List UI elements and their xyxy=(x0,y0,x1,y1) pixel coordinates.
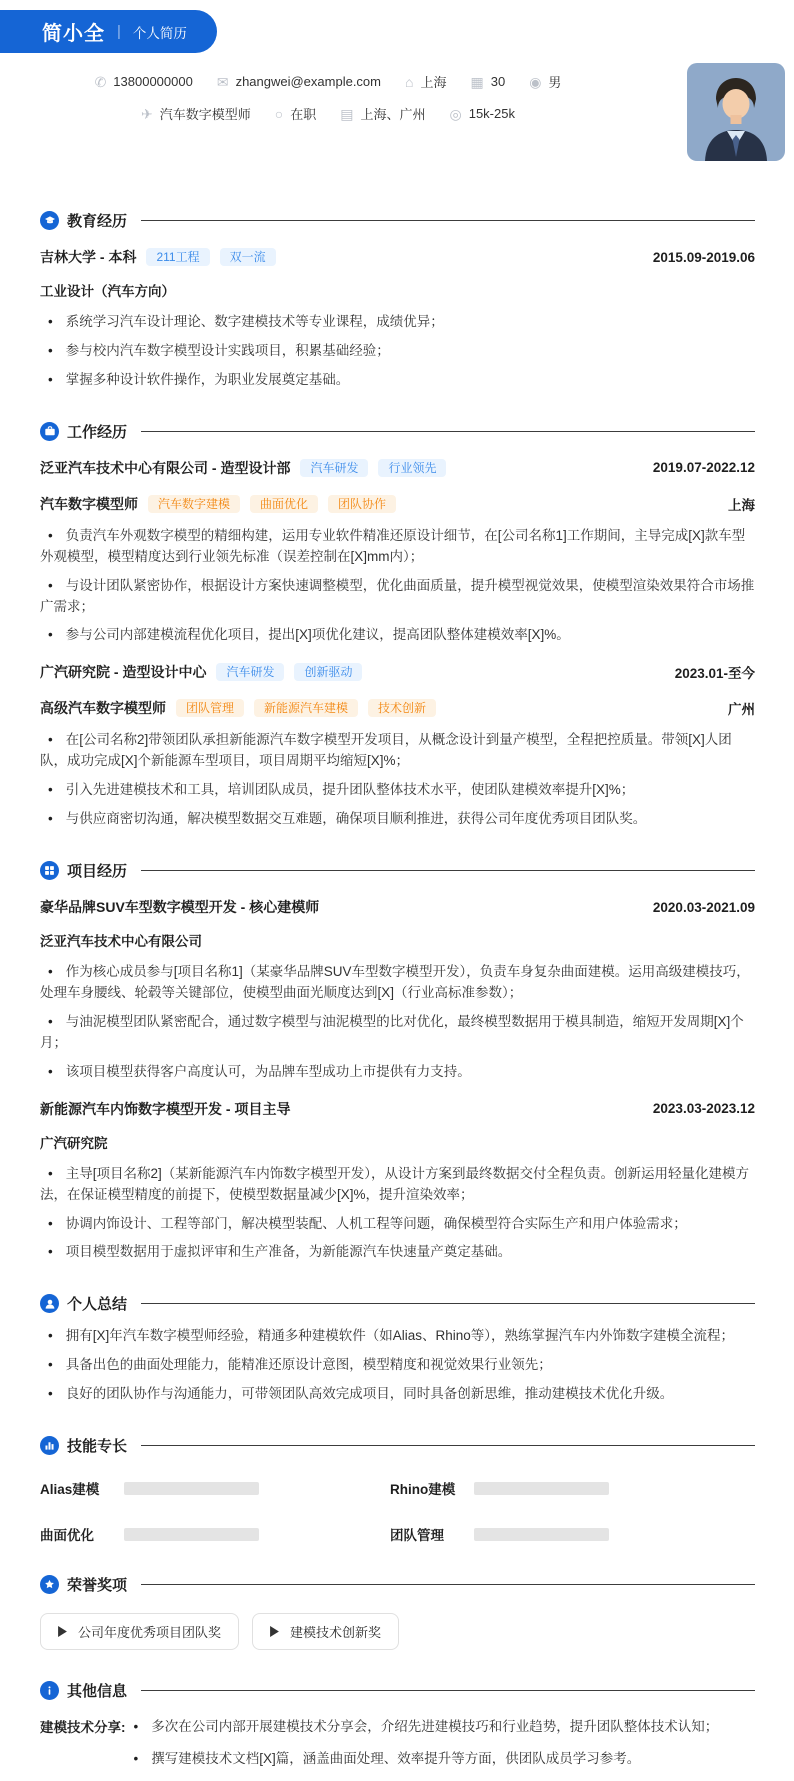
work-company-row xyxy=(40,662,755,682)
person-icon xyxy=(40,1294,59,1313)
phone-value: 13800000000 xyxy=(113,74,193,89)
skill-bar-track xyxy=(474,1528,609,1541)
skill-label: Rhino建模 xyxy=(390,1482,456,1498)
school-name: 吉林大学 - 本科 xyxy=(40,249,137,265)
role-name: 汽车数字模型师 xyxy=(40,495,138,512)
section-rule xyxy=(141,870,755,871)
role-tag: 团队管理 xyxy=(176,699,244,717)
company-name: 广汽研究院 - 造型设计中心 xyxy=(40,664,207,681)
work-date: 2019.07-2022.12 xyxy=(652,460,755,476)
role-tag: 曲面优化 xyxy=(250,495,318,513)
section-title: 技能专长 xyxy=(67,1438,128,1456)
major-name: 工业设计（汽车方向） xyxy=(40,284,175,299)
contact-row-1 xyxy=(95,72,562,91)
bullet-item: • 项目模型数据用于虚拟评审和生产准备，为新能源汽车快速量产奠定基础。 xyxy=(40,1242,755,1263)
work-company-row xyxy=(40,458,755,478)
grid-icon xyxy=(40,861,59,880)
other-info-label: 建模技术分享: xyxy=(40,1720,126,1736)
honor-item xyxy=(40,1613,239,1650)
bullet-item: • 系统学习汽车设计理论、数字建模技术等专业课程，成绩优异； xyxy=(40,312,755,333)
play-icon xyxy=(270,1626,279,1637)
info-icon xyxy=(40,1681,59,1700)
target-cities-value: 上海、广州 xyxy=(360,107,426,122)
salary-value: 15k-25k xyxy=(468,106,515,121)
contact-gender xyxy=(529,72,561,91)
company-name: 泛亚汽车技术中心有限公司 - 造型设计部 xyxy=(40,459,291,476)
profile-photo xyxy=(687,63,785,161)
section-title: 项目经历 xyxy=(67,863,128,881)
work-role-row xyxy=(40,494,755,514)
work-bullets xyxy=(40,526,755,647)
contact-city xyxy=(405,72,446,91)
section-title: 教育经历 xyxy=(67,213,128,230)
role-tag: 团队协作 xyxy=(328,495,396,513)
bullet-item: • 撰写建模技术文档[X]篇，涵盖曲面处理、效率提升等方面，供团队成员学习参考。 xyxy=(126,1749,756,1770)
section-projects-header xyxy=(40,860,755,881)
project-entry xyxy=(40,897,755,1083)
project-head xyxy=(40,1099,755,1119)
project-date: 2023.03-2023.12 xyxy=(652,1101,755,1117)
contact-block xyxy=(0,72,656,123)
project-date: 2020.03-2021.09 xyxy=(652,899,755,915)
school-tag: 双一流 xyxy=(220,248,276,266)
role-tag: 新能源汽车建模 xyxy=(254,699,358,717)
education-bullets xyxy=(40,312,755,391)
honor-label: 公司年度优秀项目团队奖 xyxy=(78,1625,222,1641)
bullet-item: • 良好的团队协作与沟通能力，可带领团队高效完成项目，同时具备创新思维，推动建模技术优化升级。 xyxy=(40,1384,755,1405)
contact-status xyxy=(275,104,316,123)
bullet-item: • 具备出色的曲面处理能力，能精准还原设计意图，模型精度和视觉效果行业领先； xyxy=(40,1355,755,1376)
section-title: 荣誉奖项 xyxy=(67,1577,128,1595)
skill-row xyxy=(390,1524,615,1544)
profile-header xyxy=(0,0,794,180)
section-title: 其他信息 xyxy=(67,1683,128,1701)
work-role-row xyxy=(40,698,755,718)
bullet-item: • 参与校内汽车数字模型设计实践项目，积累基础经验； xyxy=(40,341,755,362)
work-date: 2023.01-至今 xyxy=(674,666,755,682)
section-rule xyxy=(141,1690,755,1691)
work-location: 上海 xyxy=(728,497,755,513)
bullet-item: • 主导[项目名称2]（某新能源汽车内饰数字模型开发），从设计方案到最终数据交付全程负责。创新运用轻量化建模方法，在保证模型精度的前提下，使模型数据量减少[X]%，提升渲染效率； xyxy=(40,1164,755,1206)
project-bullets xyxy=(40,962,755,1083)
work-entry xyxy=(40,662,755,830)
avatar xyxy=(687,63,785,161)
bullet-item: • 与供应商密切沟通，解决模型数据交互难题，确保项目顺利推进，获得公司年度优秀项目团队奖。 xyxy=(40,809,755,830)
skill-row xyxy=(40,1524,265,1544)
contact-age xyxy=(470,74,505,89)
project-name: 豪华品牌SUV车型数字模型开发 - 核心建模师 xyxy=(40,899,320,916)
section-rule xyxy=(141,220,755,221)
contact-salary xyxy=(450,106,515,121)
bar-chart-icon xyxy=(40,1436,59,1455)
bullet-item: • 掌握多种设计软件操作，为职业发展奠定基础。 xyxy=(40,370,755,391)
section-education-header xyxy=(40,210,755,231)
skill-bar-track xyxy=(474,1482,609,1495)
contact-email xyxy=(217,74,381,89)
company-tag: 行业领先 xyxy=(378,459,446,477)
project-name: 新能源汽车内饰数字模型开发 - 项目主导 xyxy=(40,1100,291,1117)
project-company: 泛亚汽车技术中心有限公司 xyxy=(40,934,202,950)
role-tag: 技术创新 xyxy=(368,699,436,717)
role-name: 高级汽车数字模型师 xyxy=(40,700,166,717)
role-tag: 汽车数字建模 xyxy=(148,495,240,513)
age-icon: ▦ xyxy=(470,73,484,90)
bullet-item: • 作为核心成员参与[项目名称1]（某豪华品牌SUV车型数字模型开发），负责车身复杂曲面建模。运用高级建模技巧，处理车身腰线、轮毂等关键部位，使模型曲面光顺度达到[X]（行业高标准参数）； xyxy=(40,962,755,1004)
graduation-cap-icon xyxy=(40,211,59,230)
company-tag: 汽车研发 xyxy=(300,459,368,477)
home-icon: ⌂ xyxy=(405,73,414,90)
skill-row xyxy=(40,1478,265,1498)
brand-divider: | xyxy=(117,23,121,40)
section-skills-header xyxy=(40,1435,755,1456)
honors-list xyxy=(40,1613,755,1650)
resume-subtitle: 个人简历 xyxy=(132,25,187,41)
bullet-item: • 拥有[X]年汽车数字模型师经验，精通多种建模软件（如Alias、Rhino等），熟练掌握汽车内外饰数字建模全流程； xyxy=(40,1326,755,1347)
bullet-item: • 参与公司内部建模流程优化项目，提出[X]项优化建议，提高团队整体建模效率[X]%。 xyxy=(40,625,755,646)
skill-bar-track xyxy=(124,1528,259,1541)
project-bullets xyxy=(40,1164,755,1264)
phone-icon: ✆ xyxy=(94,73,107,90)
summary-bullets xyxy=(40,1326,755,1405)
skill-label: 团队管理 xyxy=(390,1528,444,1544)
company-tag: 创新驱动 xyxy=(294,663,362,681)
company-tag: 汽车研发 xyxy=(216,663,284,681)
section-rule xyxy=(141,1445,755,1446)
job-title-icon: ✈ xyxy=(141,105,153,122)
honor-label: 建模技术创新奖 xyxy=(290,1625,382,1641)
gender-icon: ◉ xyxy=(529,73,542,90)
education-head xyxy=(40,247,755,267)
work-entry xyxy=(40,458,755,647)
honor-item xyxy=(252,1613,399,1650)
section-rule xyxy=(141,431,755,432)
project-entry xyxy=(40,1099,755,1264)
other-info-row xyxy=(40,1717,755,1781)
salary-icon: ◎ xyxy=(449,105,462,122)
work-location: 广州 xyxy=(728,702,755,718)
brand-name: 简小全 xyxy=(42,23,105,45)
play-icon xyxy=(58,1626,67,1637)
contact-phone xyxy=(95,74,193,89)
bullet-item: • 在[公司名称2]带领团队承担新能源汽车数字模型开发项目，从概念设计到量产模型，全程把控质量。带领[X]人团队，成功完成[X]个新能源车型项目，项目周期平均缩短[X]%； xyxy=(40,730,755,772)
email-value: zhangwei@example.com xyxy=(235,74,381,89)
mail-icon: ✉ xyxy=(216,73,229,90)
section-other-header xyxy=(40,1680,755,1701)
bullet-item: • 与油泥模型团队紧密配合，通过数字模型与油泥模型的比对优化，最终模型数据用于模具制造，缩短开发周期[X]个月； xyxy=(40,1012,755,1054)
contact-job-title xyxy=(141,104,251,123)
skill-label: Alias建模 xyxy=(40,1482,100,1498)
job-title-value: 汽车数字模型师 xyxy=(159,107,251,122)
education-entry xyxy=(40,247,755,391)
status-icon: ○ xyxy=(274,105,284,122)
contact-row-2 xyxy=(141,104,515,123)
city-value: 上海 xyxy=(420,75,447,90)
education-date: 2015.09-2019.06 xyxy=(652,249,755,265)
project-head xyxy=(40,897,755,917)
briefcase-icon xyxy=(40,422,59,441)
age-value: 30 xyxy=(490,74,506,89)
skill-label: 曲面优化 xyxy=(40,1528,94,1544)
work-bullets xyxy=(40,730,755,830)
bullet-item: • 与设计团队紧密协作，根据设计方案快速调整模型，优化曲面质量，提升模型视觉效果，使模型渲染效果符合市场推广需求； xyxy=(40,576,755,618)
project-company: 广汽研究院 xyxy=(40,1135,108,1151)
bullet-item: • 负责汽车外观数字模型的精细构建，运用专业软件精准还原设计细节，在[公司名称1]工作期间，主导完成[X]款车型外观模型，模型精度达到行业领先标准（误差控制在[X]mm内）； xyxy=(40,526,755,568)
section-rule xyxy=(141,1303,755,1304)
section-summary-header xyxy=(40,1293,755,1314)
gender-value: 男 xyxy=(548,75,562,90)
resume-content xyxy=(0,210,794,1781)
skills-grid xyxy=(40,1478,755,1544)
contact-target-cities xyxy=(340,104,425,123)
skill-bar-track xyxy=(124,1482,259,1495)
medal-icon xyxy=(40,1575,59,1594)
bullet-item: • 引入先进建模技术和工具，培训团队成员，提升团队整体技术水平，使团队建模效率提升[X]%； xyxy=(40,780,755,801)
bullet-item: • 该项目模型获得客户高度认可，为品牌车型成功上市提供有力支持。 xyxy=(40,1062,755,1083)
bullet-item: • 协调内饰设计、工程等部门，解决模型装配、人机工程等问题，确保模型符合实际生产和用户体验需求； xyxy=(40,1214,755,1235)
section-title: 个人总结 xyxy=(67,1296,128,1314)
city-icon: ▤ xyxy=(340,105,354,122)
section-honors-header xyxy=(40,1574,755,1595)
bullet-item: • 多次在公司内部开展建模技术分享会，介绍先进建模技巧和行业趋势，提升团队整体技术认知； xyxy=(126,1717,756,1738)
status-value: 在职 xyxy=(290,107,317,122)
school-tag: 211工程 xyxy=(146,248,209,266)
section-work-header xyxy=(40,421,755,442)
other-bullets xyxy=(126,1717,756,1781)
section-rule xyxy=(141,1584,755,1585)
skill-row xyxy=(390,1478,615,1498)
section-title: 工作经历 xyxy=(67,423,128,441)
